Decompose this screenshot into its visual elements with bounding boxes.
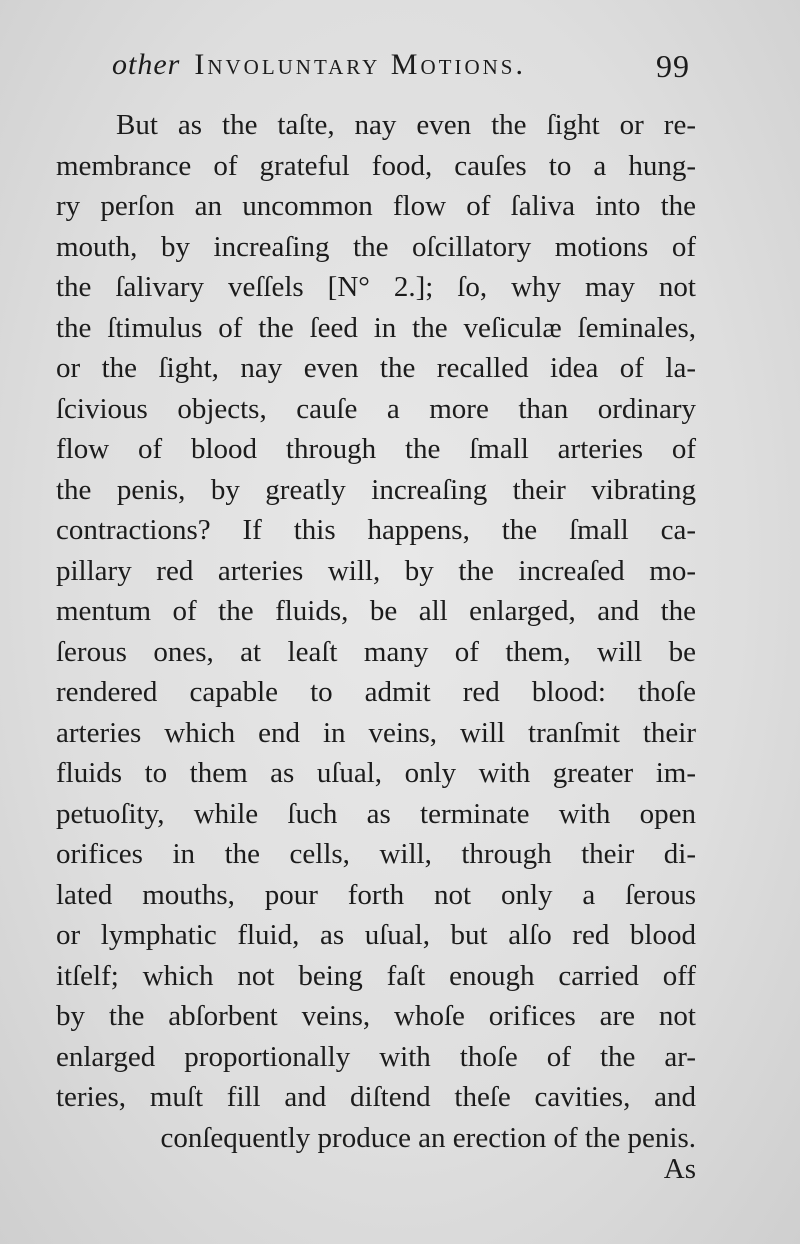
text-line: by the abſorbent veins, whoſe orifices are not	[56, 1000, 696, 1032]
text-line: rendered capable to admit red blood: thoſe	[56, 676, 696, 708]
text-line: conſequently produce an erection of the penis.	[160, 1121, 696, 1154]
text-line: arteries which end in veins, will tranſmit their	[56, 716, 696, 749]
text-line: enlarged proportionally with thoſe of the ar-	[56, 1040, 696, 1073]
text-line: or the ſight, nay even the recalled idea of la-	[56, 352, 696, 384]
text-line: pillary red arteries will, by the increaſed mo-	[56, 554, 696, 587]
text-line: the penis, by greatly increaſing their vibrating	[56, 473, 696, 506]
text-line: flow of blood through the ſmall arteries of	[56, 433, 696, 465]
text-line: membrance of grateful food, cauſes to a hung-	[56, 149, 696, 182]
body-text	[56, 105, 696, 1158]
text-line: ſcivious objects, cauſe a more than ordinary	[56, 392, 696, 425]
text-line: orifices in the cells, will, through their di-	[56, 838, 696, 870]
text-line: fluids to them as uſual, only with greater im-	[56, 757, 696, 789]
text-line: teries, muſt fill and diſtend theſe cavities, and	[56, 1081, 696, 1113]
text-line: contractions? If this happens, the ſmall ca-	[56, 514, 696, 546]
text-line: But as the taſte, nay even the ſight or re-	[116, 109, 696, 141]
header-first-word: other	[112, 48, 181, 81]
text-line: or lymphatic fluid, as uſual, but alſo red blood	[56, 919, 696, 951]
running-header	[112, 48, 690, 92]
catchword: As	[663, 1153, 696, 1185]
text-line: ry perſon an uncommon flow of ſaliva into the	[56, 190, 696, 222]
text-line: lated mouths, pour forth not only a ſerous	[56, 878, 696, 911]
text-line: ſerous ones, at leaſt many of them, will be	[56, 635, 696, 668]
text-line: mouth, by increaſing the oſcillatory motions of	[56, 230, 696, 263]
text-line: petuoſity, while ſuch as terminate with open	[56, 797, 696, 830]
text-line: itſelf; which not being faſt enough carried off	[56, 959, 696, 992]
text-line: mentum of the fluids, be all enlarged, and the	[56, 595, 696, 627]
page-number: 99	[656, 48, 690, 84]
text-line: the ſtimulus of the ſeed in the veſiculæ ſeminales,	[56, 311, 696, 344]
header-title: Involuntary Motions.	[194, 48, 526, 81]
text-line: the ſalivary veſſels [N° 2.]; ſo, why may not	[56, 271, 696, 303]
